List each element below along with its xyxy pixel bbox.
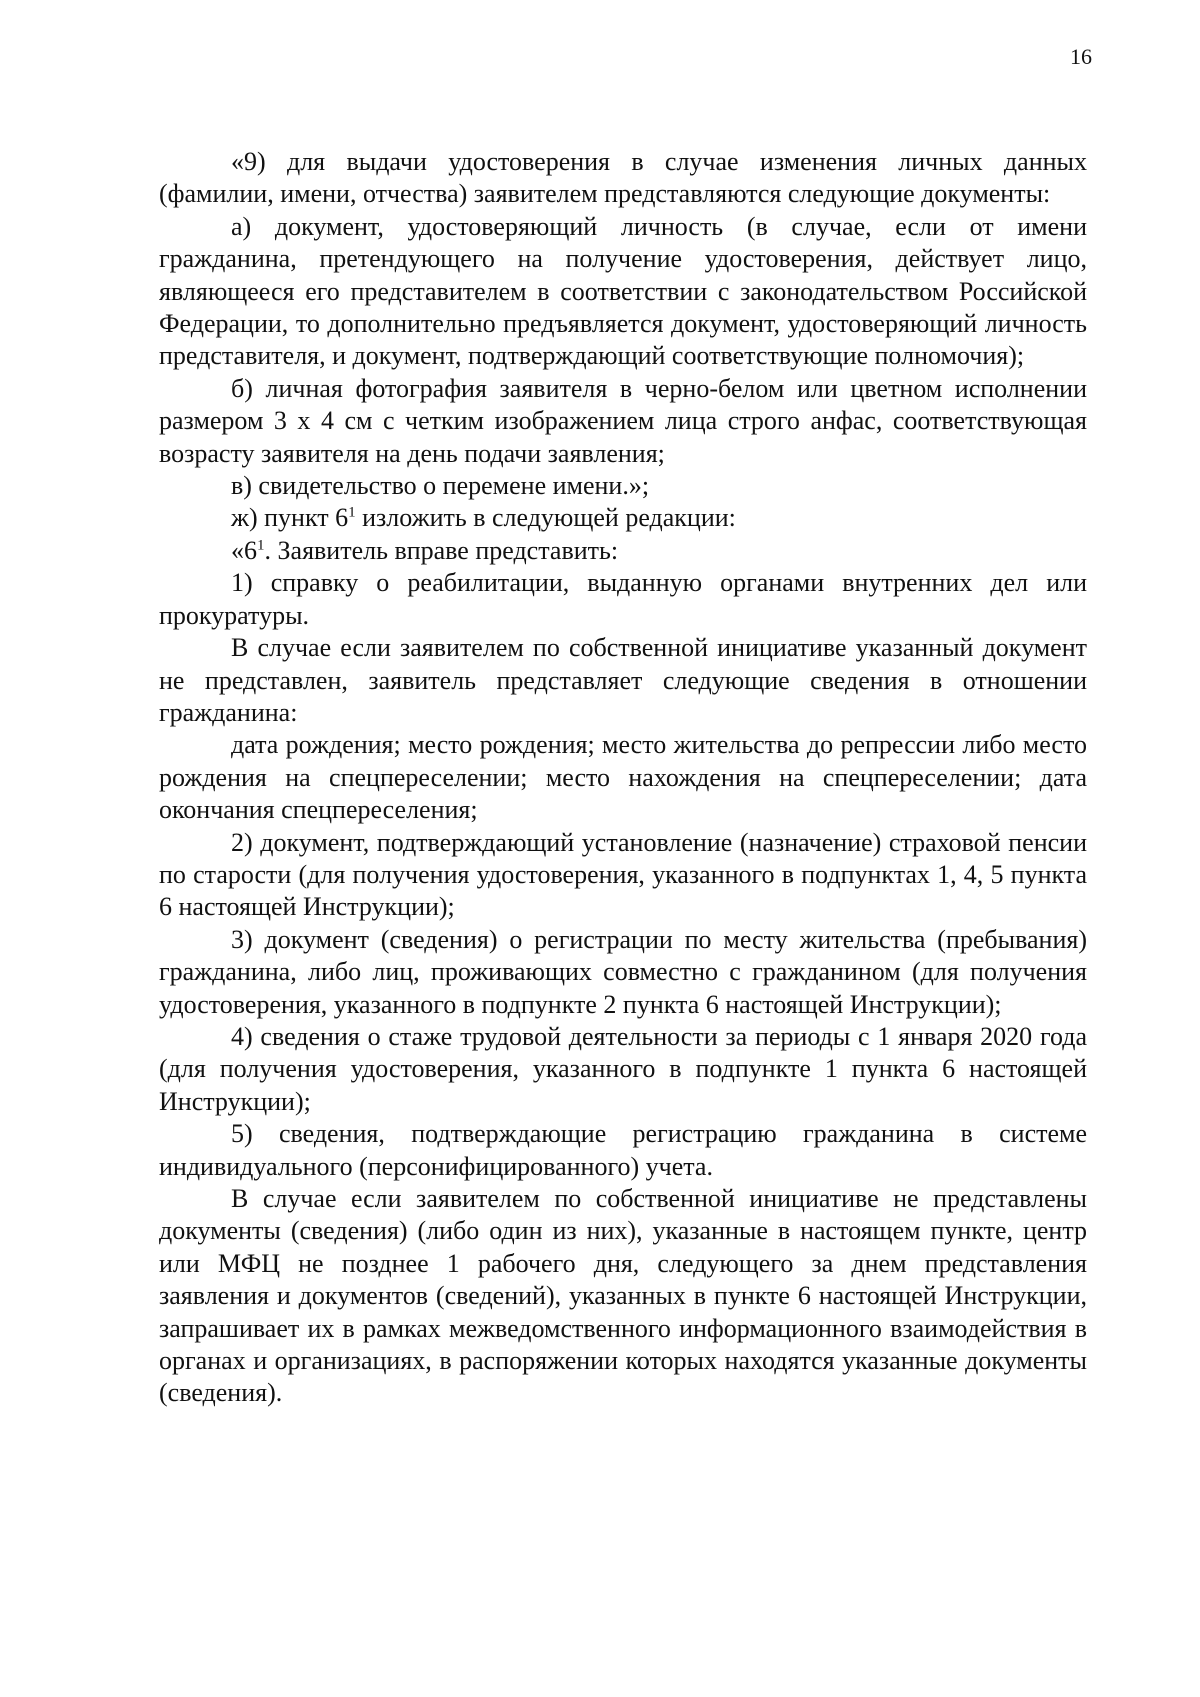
paragraph-subitem-1: 1) справку о реабилитации, выданную органами внутренних дел или прокуратуры. [159, 568, 1087, 630]
paragraph-point-6-1-heading [159, 535, 1087, 567]
document-body [159, 146, 1087, 1410]
page-number: 16 [1070, 44, 1092, 69]
paragraph-subitem-v: в) свидетельство о перемене имени.»; [231, 471, 650, 501]
paragraph-subitem-3: 3) документ (сведения) о регистрации по месту жительства (пребывания) гражданина, либо лиц, проживающих совместно с гражданином (для получения удостоверения, указанного в подпункте 2 пункта 6 настоящей Инструкции); [159, 924, 1087, 1019]
paragraph-subitem-a: а) документ, удостоверяющий личность (в случае, если от имени гражданина, претендующего на получение удостоверения, действует лицо, являющееся его представителем в соответствии с законодательством Российской Федерации, то дополнительно предъявляется документ, удостоверяющий личность представителя, и документ, подтверждающий соответствующие полномочия); [159, 211, 1087, 371]
superscript-index: 1 [257, 537, 265, 554]
paragraph-interagency-request: В случае если заявителем по собственной инициативе не представлены документы (сведения) (либо один из них), указанные в настоящем пункте, центр или МФЦ не позднее 1 рабочего дня, следующего за днем представления заявления и документов (сведений), указанных в пункте 6 настоящей Инструкции, запрашивает их в рамках межведомственного информационного взаимодействия в органах и организациях, в распоряжении которых находятся указанные документы (сведения). [159, 1184, 1087, 1408]
point-heading-start: «6 [231, 535, 257, 565]
paragraph-subitem-4: 4) сведения о стаже трудовой деятельности за периоды с 1 января 2020 года (для получения удостоверения, указанного в подпункте 1 пункта 6 настоящей Инструкции); [159, 1021, 1087, 1116]
paragraph-amendment-zh [159, 502, 1087, 534]
paragraph-subitem-5: 5) сведения, подтверждающие регистрацию гражданина в системе индивидуального (персонифицированного) учета. [159, 1119, 1087, 1181]
paragraph-subitem-2: 2) документ, подтверждающий установление (назначение) страховой пенсии по старости (для получения удостоверения, указанного в подпунктах 1, 4, 5 пункта 6 настоящей Инструкции); [159, 827, 1087, 922]
amendment-text-end: изложить в следующей редакции: [355, 503, 736, 533]
paragraph-case-not-provided: В случае если заявителем по собственной инициативе указанный документ не представлен, заявитель представляет следующие сведения в отношении гражданина: [159, 633, 1087, 727]
point-heading-end: . Заявитель вправе представить: [264, 535, 619, 565]
paragraph-subitem-b: б) личная фотография заявителя в черно-белом или цветном исполнении размером 3 х 4 см с четким изображением лица строго анфас, соответствующая возрасту заявителя на день подачи заявления; [159, 373, 1087, 468]
paragraph-item-9: «9) для выдачи удостоверения в случае изменения личных данных (фамилии, имени, отчества) заявителем представляются следующие документы: [159, 147, 1087, 209]
paragraph-citizen-details: дата рождения; место рождения; место жительства до репрессии либо место рождения на спецпереселении; место нахождения на спецпереселении; дата окончания спецпереселения; [159, 730, 1087, 825]
amendment-text-start: ж) пункт 6 [231, 503, 349, 533]
superscript-index: 1 [348, 504, 356, 521]
